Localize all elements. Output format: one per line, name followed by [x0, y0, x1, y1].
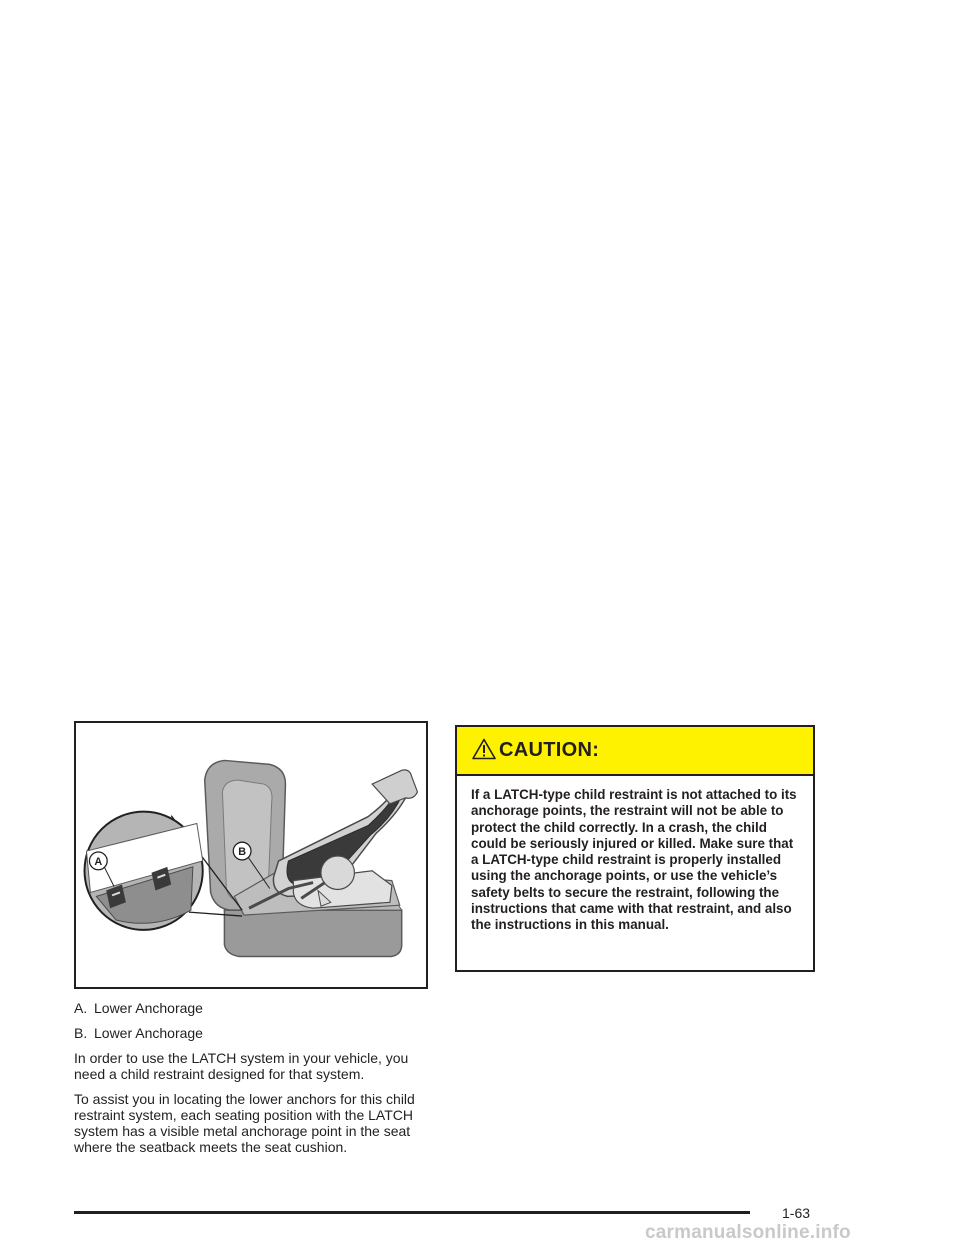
caption-a	[74, 1000, 434, 1016]
caution-body: If a LATCH-type child restraint is not attached to its anchorage points, the restraint will not be able to protect the child correctly. In a crash, the child could be seriously injured or killed. Make sure that a LATCH-type child restraint is properly installed using the anchorage points, or use the vehicle’s safety belts to secure the restraint, following the instructions that came with that restraint, and also the instructions in this manual.	[471, 787, 797, 933]
caution-header	[457, 727, 813, 776]
caution-title: CAUTION:	[499, 739, 600, 761]
figure-captions	[74, 1000, 434, 1041]
left-column-text	[74, 1000, 434, 1164]
caption-b	[74, 1025, 434, 1041]
caption-letter: B.	[74, 1025, 88, 1041]
watermark: carmanualsonline.info	[645, 1222, 851, 1243]
caption-text: Lower Anchorage	[94, 1025, 203, 1041]
body-paragraph: In order to use the LATCH system in your vehicle, you need a child restraint designed for that system.	[74, 1050, 409, 1082]
caution-box	[455, 725, 815, 972]
footer-rule	[74, 1211, 750, 1214]
page-number: 1-63	[782, 1205, 811, 1221]
latch-anchorage-illustration	[74, 721, 428, 989]
caption-letter: A.	[74, 1000, 88, 1016]
label-b: B	[238, 846, 247, 858]
body-paragraph: To assist you in locating the lower anchors for this child restraint system, each seating position with the LATCH system has a visible metal anchorage point in the seat where the seatback meets the seat cushion.	[74, 1091, 415, 1155]
label-a: A	[94, 855, 103, 868]
warning-triangle-icon	[472, 738, 496, 760]
caption-text: Lower Anchorage	[94, 1000, 203, 1016]
